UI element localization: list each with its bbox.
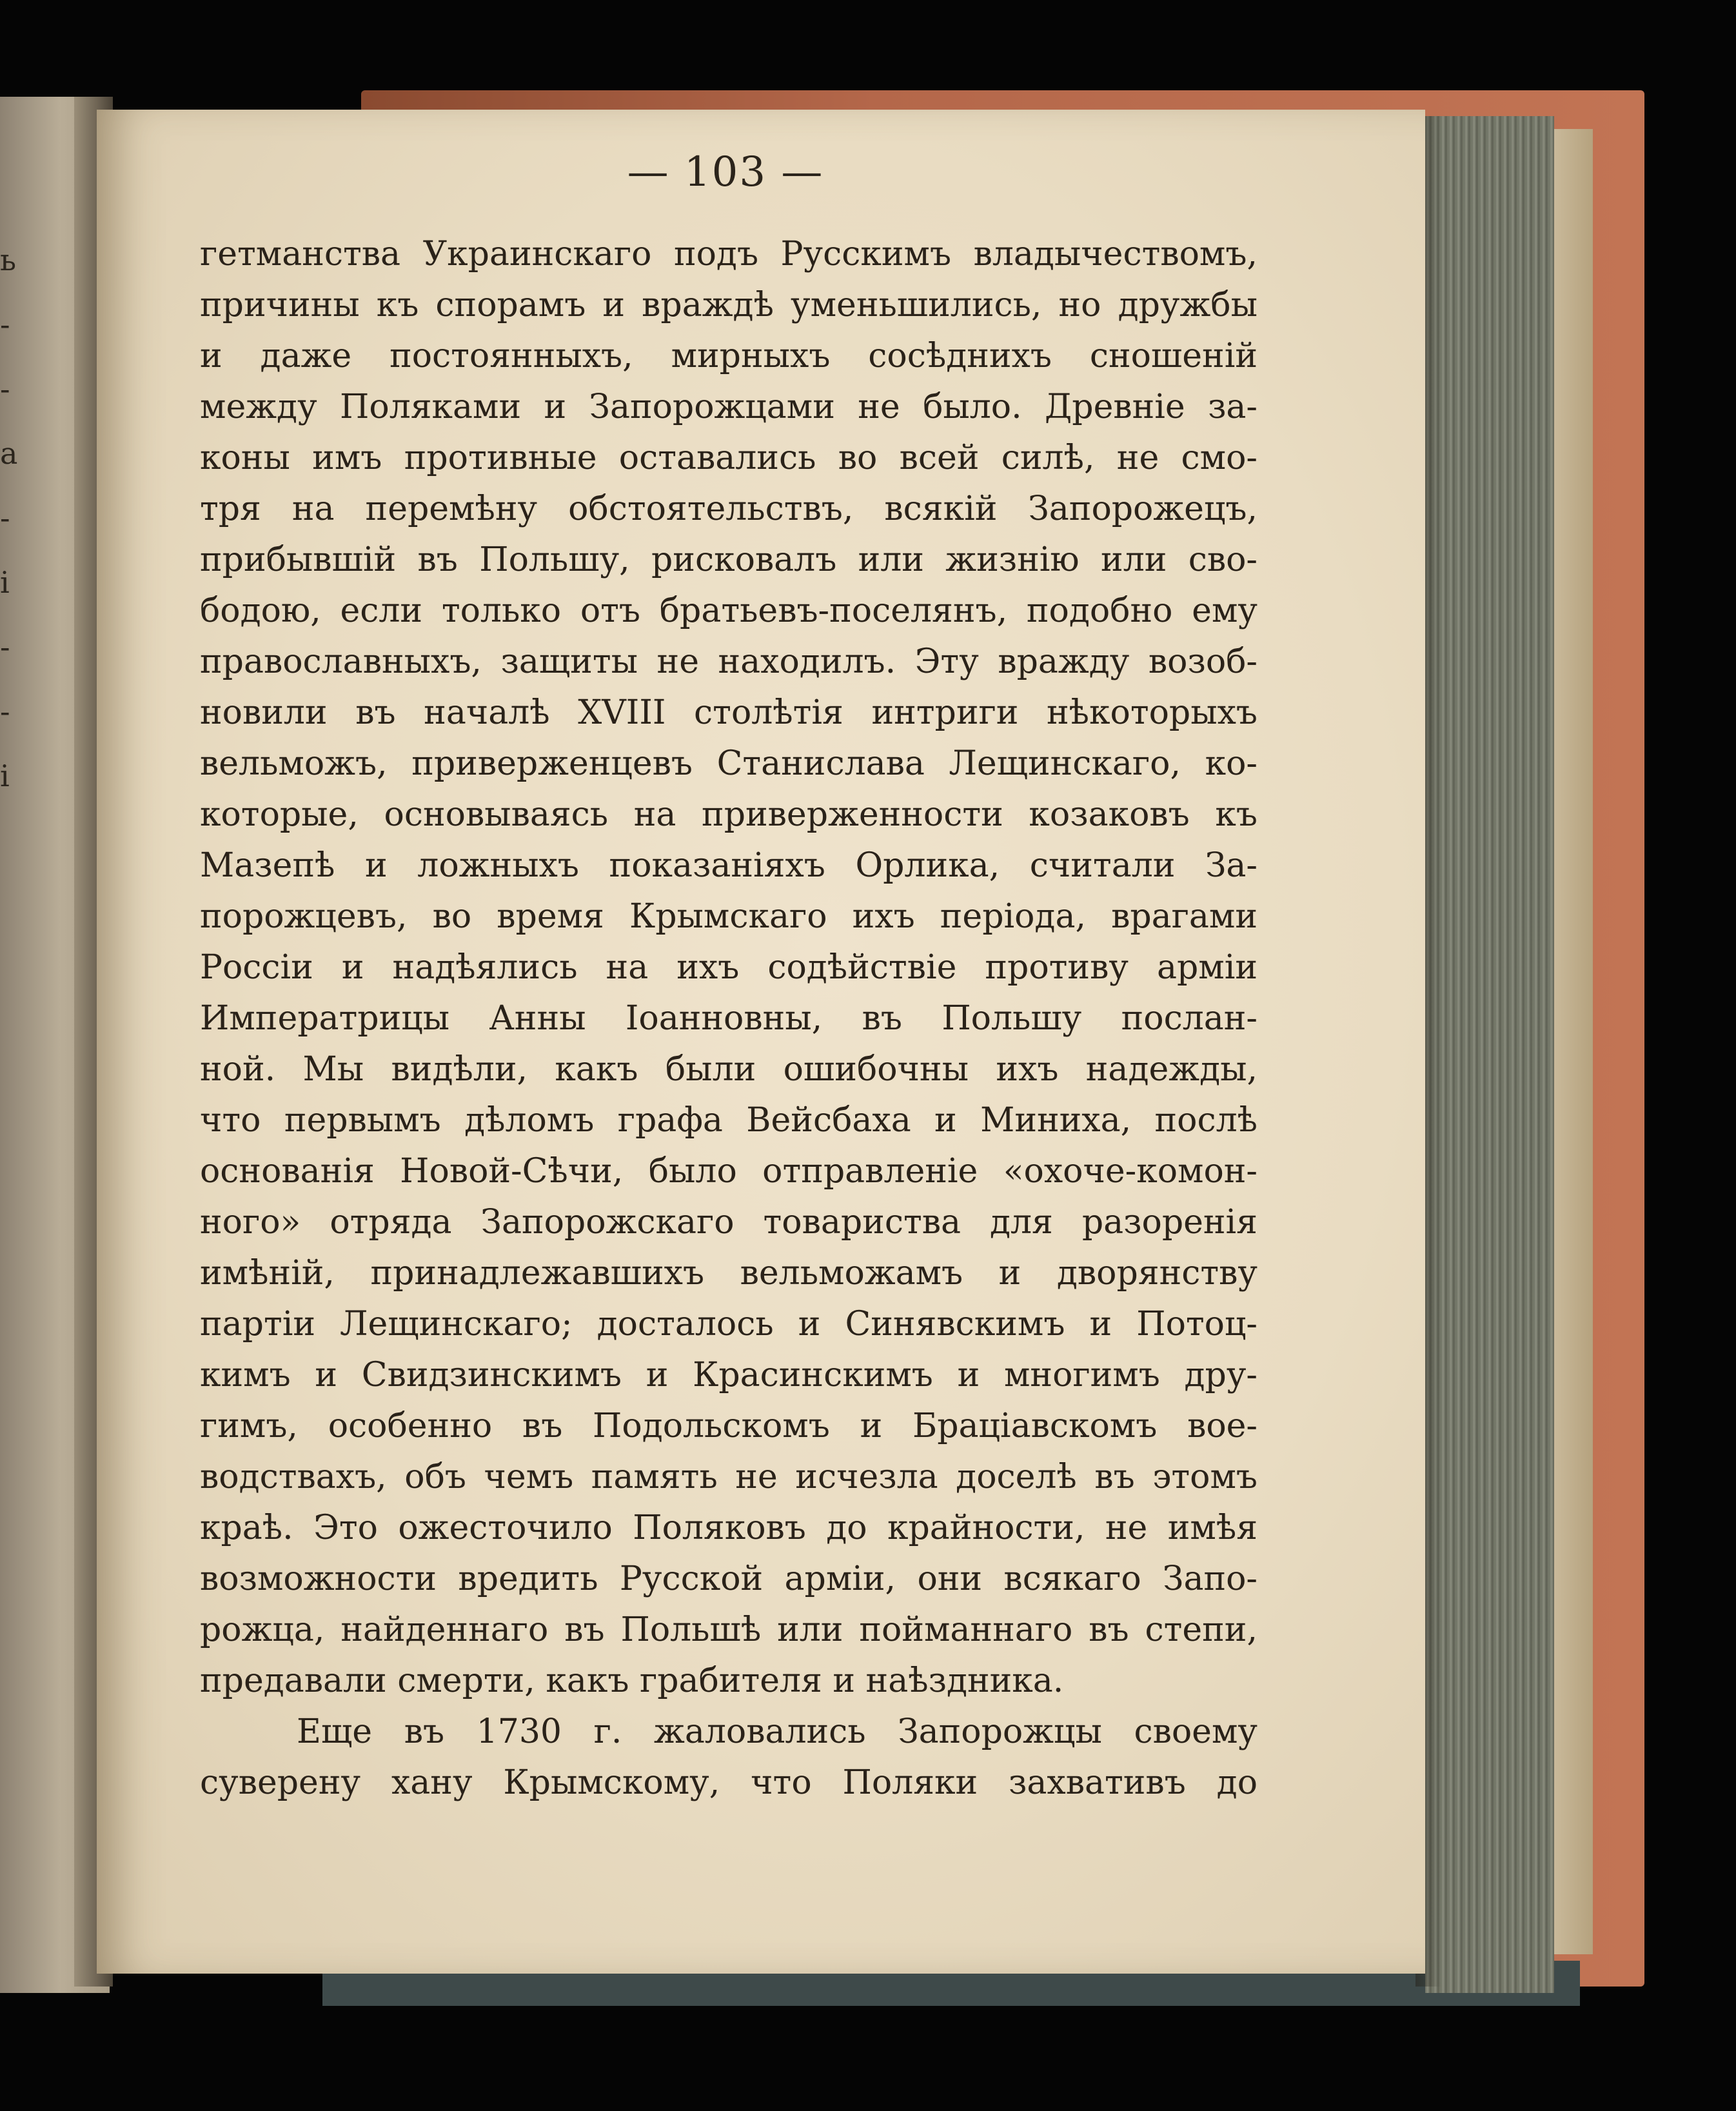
text-line: рожца, найденнаго въ Польшѣ или пойманнаго въ степи,	[200, 1611, 1258, 1649]
text-line: водствахъ, объ чемъ память не исчезла доселѣ въ этомъ	[200, 1458, 1258, 1496]
text-line: вельможъ, приверженцевъ Станислава Лещинскаго, ко-	[200, 744, 1258, 783]
margin-mark: -	[0, 500, 10, 535]
text-line: гимъ, особенно въ Подольскомъ и Браціавскомъ вое-	[200, 1407, 1258, 1445]
text-line: предавали смерти, какъ грабителя и наѣздника.	[200, 1661, 1064, 1700]
margin-mark: а	[0, 436, 18, 471]
text-line: коны имъ противные оставались во всей силѣ, не смо-	[200, 439, 1258, 477]
margin-mark: і	[0, 565, 10, 600]
page-number: — 103 —	[627, 148, 824, 196]
page-block-edges	[1425, 116, 1554, 1993]
margin-mark: -	[0, 307, 10, 342]
text-line: краѣ. Это ожесточило Поляковъ до крайности, не имѣя	[200, 1509, 1258, 1547]
text-line: Еще въ 1730 г. жаловались Запорожцы своему	[297, 1712, 1258, 1751]
text-line: ного» отряда Запорожскаго товариства для разоренія	[200, 1203, 1258, 1242]
text-line: партіи Лещинскаго; досталось и Синявскимъ и Потоц-	[200, 1305, 1258, 1343]
previous-page-text-edge	[0, 243, 18, 826]
margin-mark: і	[0, 758, 10, 793]
text-line: кимъ и Свидзинскимъ и Красинскимъ и многимъ дру-	[200, 1356, 1258, 1394]
text-line: возможности вредить Русской арміи, они всякаго Запо-	[200, 1560, 1258, 1598]
text-line: что первымъ дѣломъ графа Вейсбаха и Миниха, послѣ	[200, 1101, 1258, 1140]
text-line: Мазепѣ и ложныхъ показаніяхъ Орлика, считали За-	[200, 846, 1258, 885]
margin-mark: -	[0, 372, 10, 406]
margin-mark: -	[0, 629, 10, 664]
text-line: суверену хану Крымскому, что Поляки захвативъ до	[200, 1763, 1258, 1802]
text-line: Императрицы Анны Іоанновны, въ Польшу послан-	[200, 999, 1258, 1038]
text-line: прибывшій въ Польшу, рисковалъ или жизнію или сво-	[200, 540, 1258, 579]
text-line: причины къ спорамъ и враждѣ уменьшились, но дружбы	[200, 286, 1258, 324]
margin-mark: ь	[0, 243, 17, 277]
text-line: порожцевъ, во время Крымскаго ихъ періода, врагами	[200, 897, 1258, 936]
text-line: тря на перемѣну обстоятельствъ, всякій Запорожецъ,	[200, 490, 1258, 528]
page-body-text	[200, 229, 1258, 1809]
margin-mark: -	[0, 694, 10, 729]
text-line: имѣній, принадлежавшихъ вельможамъ и дворянству	[200, 1254, 1258, 1293]
text-line: которые, основываясь на приверженности козаковъ къ	[200, 795, 1258, 834]
text-line: бодою, если только отъ братьевъ-поселянъ, подобно ему	[200, 591, 1258, 630]
text-line: новили въ началѣ XVIII столѣтія интриги нѣкоторыхъ	[200, 693, 1258, 732]
text-line: православныхъ, защиты не находилъ. Эту вражду возоб-	[200, 642, 1258, 681]
text-line: Россіи и надѣялись на ихъ содѣйствіе противу арміи	[200, 948, 1258, 987]
text-line: ной. Мы видѣли, какъ были ошибочны ихъ надежды,	[200, 1050, 1258, 1089]
text-line: и даже постоянныхъ, мирныхъ сосѣднихъ сношеній	[200, 337, 1258, 375]
cover-inner-edge	[1554, 129, 1593, 1954]
text-line: между Поляками и Запорожцами не было. Древніе за-	[200, 388, 1258, 426]
text-line: основанія Новой-Сѣчи, было отправленіе «охоче-комон-	[200, 1152, 1258, 1191]
text-line: гетманства Украинскаго подъ Русскимъ владычествомъ,	[200, 235, 1258, 273]
